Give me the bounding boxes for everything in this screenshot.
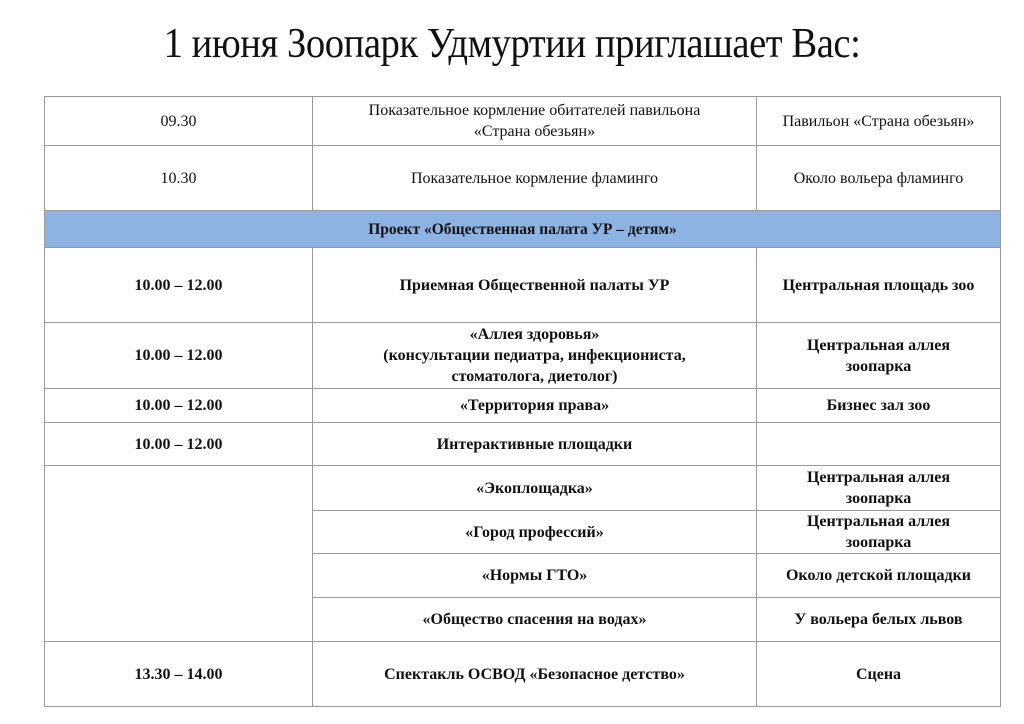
event-line: стоматолога, диетолог) (451, 368, 618, 385)
place-cell: Центральная площадь зоо (757, 248, 1001, 323)
place-line: Центральная аллея (806, 513, 951, 530)
place-cell: Около детской площадки (757, 554, 1001, 598)
place-cell: Около вольера фламинго (757, 146, 1001, 211)
event-cell: Приемная Общественной палаты УР (313, 248, 757, 323)
time-cell-empty (45, 466, 313, 642)
place-cell (757, 423, 1001, 466)
time-cell: 10.30 (45, 146, 313, 211)
place-cell (757, 511, 1001, 554)
place-cell (757, 466, 1001, 511)
event-line: Показательное кормление обитателей павильона (368, 102, 701, 119)
table-row (45, 323, 1001, 389)
event-cell: Спектакль ОСВОД «Безопасное детство» (313, 642, 757, 707)
place-cell: У вольера белых львов (757, 598, 1001, 642)
event-cell: «Нормы ГТО» (313, 554, 757, 598)
project-header: Проект «Общественная палата УР – детям» (45, 211, 1001, 248)
event-cell (313, 97, 757, 146)
event-line: (консультации педиатра, инфекциониста, (383, 347, 686, 364)
time-cell: 10.00 – 12.00 (45, 323, 313, 389)
event-cell (313, 323, 757, 389)
event-cell: Интерактивные площадки (313, 423, 757, 466)
table-row (45, 389, 1001, 423)
event-cell: «Город профессий» (313, 511, 757, 554)
time-cell: 10.00 – 12.00 (45, 248, 313, 323)
schedule-table (44, 96, 1001, 707)
event-line: «Аллея здоровья» (469, 326, 600, 343)
table-row (45, 642, 1001, 707)
table-row (45, 97, 1001, 146)
project-header-row (45, 211, 1001, 248)
event-cell: Показательное кормление фламинго (313, 146, 757, 211)
time-cell: 13.30 – 14.00 (45, 642, 313, 707)
time-cell: 10.00 – 12.00 (45, 389, 313, 423)
place-line: Центральная аллея (806, 469, 951, 486)
place-cell: Сцена (757, 642, 1001, 707)
place-line: зоопарка (845, 357, 912, 375)
place-line: зоопарка (845, 534, 912, 551)
event-line: «Страна обезьян» (473, 123, 596, 140)
table-row (45, 466, 1001, 511)
time-cell: 09.30 (45, 97, 313, 146)
event-cell: «Общество спасения на водах» (313, 598, 757, 642)
place-cell: Бизнес зал зоо (757, 389, 1001, 423)
event-cell: «Территория права» (313, 389, 757, 423)
place-line: зоопарка (845, 490, 912, 507)
table-row (45, 146, 1001, 211)
page-title: 1 июня Зоопарк Удмуртии приглашает Вас: (163, 21, 861, 67)
place-cell: Павильон «Страна обезьян» (757, 97, 1001, 146)
event-cell: «Экоплощадка» (313, 466, 757, 511)
place-cell (757, 323, 1001, 389)
table-row (45, 423, 1001, 466)
table-row (45, 248, 1001, 323)
time-cell: 10.00 – 12.00 (45, 423, 313, 466)
place-line: Центральная аллея (806, 336, 951, 354)
